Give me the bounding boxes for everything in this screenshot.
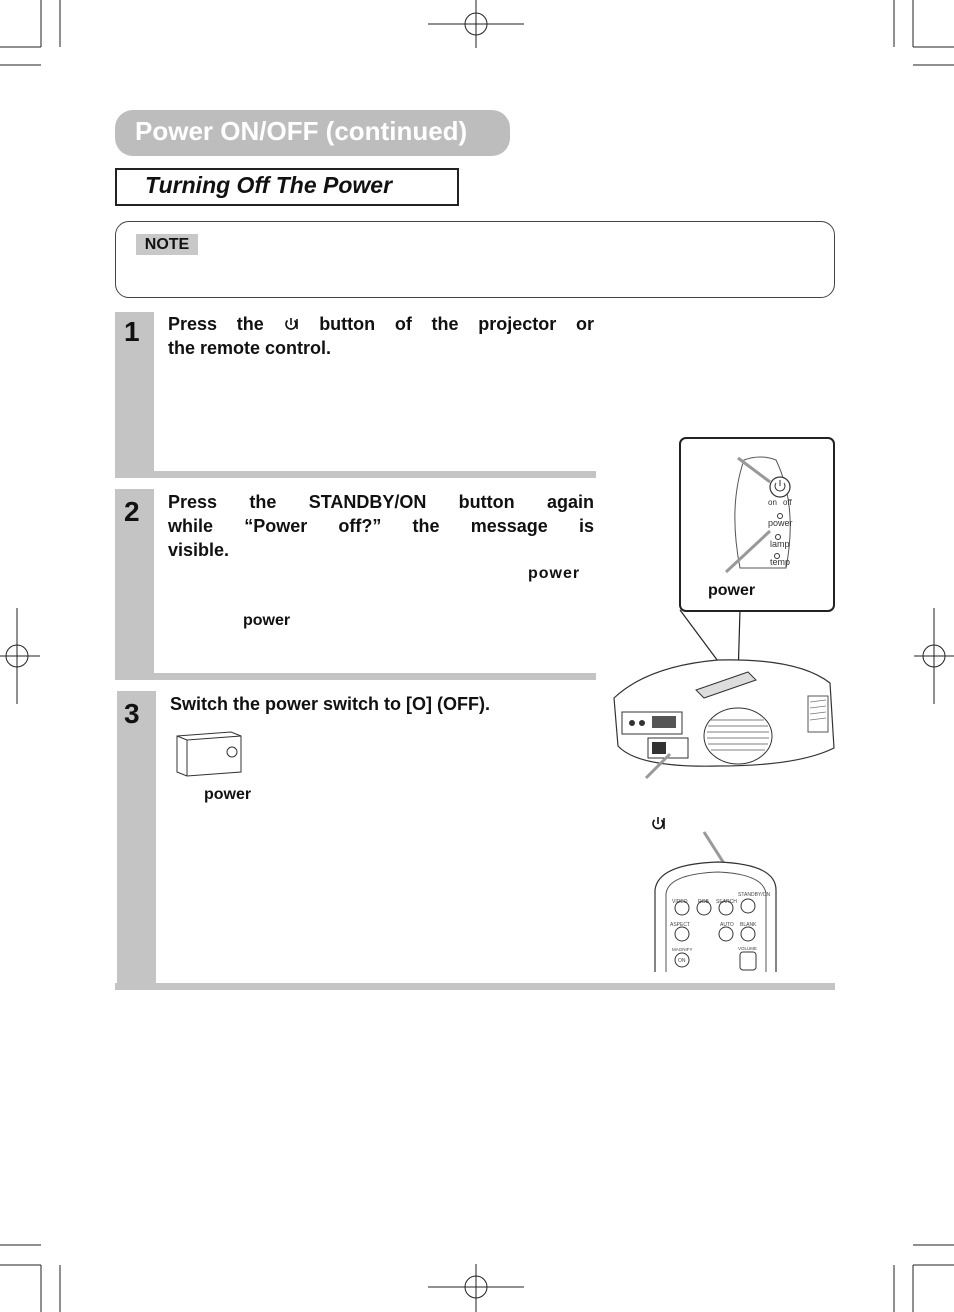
remote-magnify-text: MAGNIFY	[672, 947, 693, 952]
panel-off-text: off	[783, 498, 792, 507]
remote-video-text: VIDEO	[672, 899, 688, 905]
remote-volume-text: VOLUME	[738, 946, 758, 951]
power-switch-icon	[175, 730, 245, 778]
step-2-line-2: while “Power off?” the message is	[168, 516, 594, 536]
remote-blank-text: BLANK	[740, 922, 757, 928]
panel-power-text: power	[768, 518, 793, 528]
panel-power-label: power	[708, 582, 756, 599]
step-1-line-1-end: button of the projector or	[319, 314, 594, 334]
step-1-line-1-start: Press the	[168, 314, 264, 334]
step-2-line-3: visible.	[168, 540, 230, 560]
standby-power-icon	[283, 317, 299, 331]
step-1-instruction	[168, 312, 594, 360]
step-2-separator	[115, 673, 596, 680]
step-2-power-label-a: power	[528, 565, 581, 582]
step-1-separator	[115, 471, 596, 478]
panel-temp-text: temp	[770, 557, 791, 567]
remote-auto-text: AUTO	[720, 922, 734, 928]
step-1-number: 1	[124, 316, 140, 347]
remote-rgb-text: RGB	[698, 899, 709, 905]
page-title: Power ON/OFF (continued)	[135, 116, 468, 146]
step-3-instruction: Switch the power switch to [O] (OFF).	[170, 694, 490, 714]
step-2-number: 2	[124, 496, 140, 527]
step-3-power-label: power	[204, 786, 252, 803]
step-1-line-1	[168, 312, 594, 336]
step-3-number: 3	[124, 698, 140, 729]
step-2-instruction	[168, 490, 594, 562]
note-label: NOTE	[136, 234, 198, 255]
remote-on-text: ON	[678, 958, 686, 964]
section-subtitle: Turning Off The Power	[145, 172, 393, 198]
projector-illustration	[608, 608, 838, 768]
step-3-separator	[115, 983, 835, 990]
step-3-bar	[117, 691, 156, 988]
remote-standby-text: STANDBY/ON	[738, 892, 771, 898]
step-2-line-1: Press the STANDBY/ON button again	[168, 492, 594, 512]
remote-aspect-text: ASPECT	[670, 922, 691, 928]
step-1-line-2: the remote control.	[168, 338, 332, 358]
remote-control-illustration	[652, 830, 782, 975]
note-box	[115, 221, 835, 298]
remote-search-text: SEARCH	[716, 899, 737, 905]
control-panel-callout	[678, 436, 838, 614]
panel-lamp-text: lamp	[770, 539, 790, 549]
step-2-power-label-b: power	[243, 612, 291, 629]
panel-on-text: on	[768, 498, 777, 507]
